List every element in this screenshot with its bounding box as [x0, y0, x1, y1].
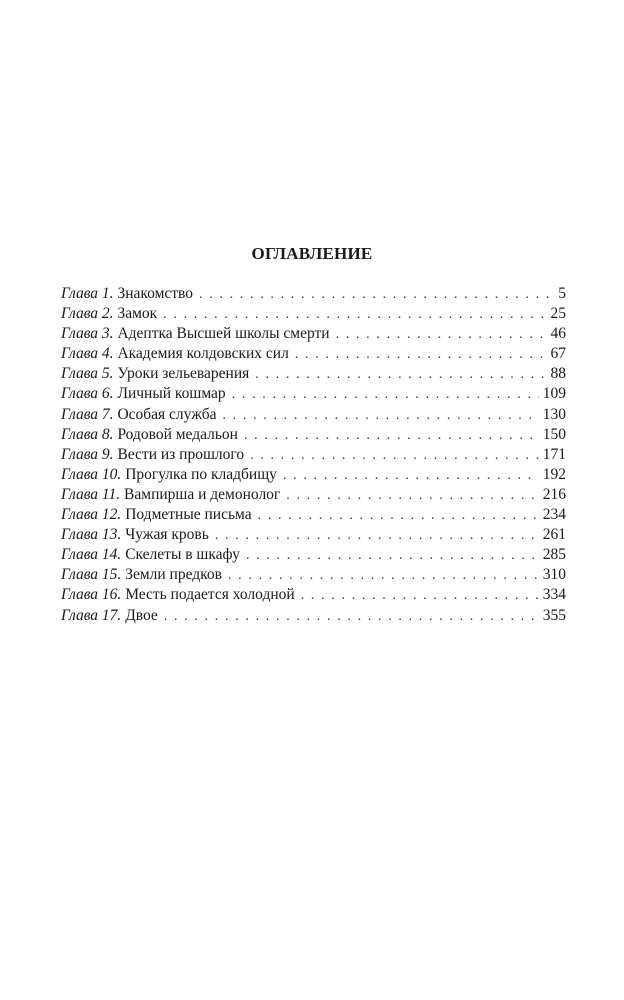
toc-entry-label [61, 384, 226, 404]
toc-entry-label [61, 445, 244, 465]
toc-entry [61, 565, 566, 585]
toc-page-number: 285 [542, 546, 566, 564]
toc-chapter-number: Глава 13. [61, 526, 122, 544]
toc-chapter-number: Глава 14. [61, 546, 122, 564]
toc-entry [61, 505, 566, 525]
toc-chapter-number: Глава 9. [61, 445, 114, 463]
toc-chapter-title: Замок [117, 305, 158, 323]
toc-page-number: 5 [558, 285, 566, 302]
toc-page-number: 192 [542, 465, 566, 483]
toc-leader-dots [295, 345, 547, 365]
toc-entry [61, 384, 566, 404]
toc-chapter-title: Прогулка по кладбищу [125, 465, 277, 483]
toc-chapter-title: Знакомство [117, 285, 193, 302]
toc-chapter-number: Глава 1. [61, 285, 114, 302]
toc-entry [61, 465, 566, 485]
toc-entry [61, 525, 566, 545]
toc-entry [61, 304, 566, 324]
toc-leader-dots [244, 426, 539, 446]
toc-chapter-number: Глава 15. [61, 566, 122, 584]
toc-leader-dots [283, 466, 539, 486]
toc-leader-dots [228, 566, 539, 586]
toc-page-number: 171 [542, 445, 566, 463]
toc-leader-dots [255, 365, 546, 385]
toc-leader-dots [258, 506, 539, 526]
toc-entry-label [61, 545, 240, 565]
toc-leader-dots [286, 486, 538, 506]
toc-entry [61, 585, 566, 605]
toc-page-number: 150 [542, 425, 566, 443]
toc-leader-dots [336, 325, 547, 345]
toc-entry-label [61, 606, 158, 626]
toc-entry-label [61, 425, 238, 445]
toc-entry [61, 425, 566, 445]
toc-chapter-title: Скелеты в шкафу [125, 546, 240, 564]
toc-page-number: 334 [542, 586, 566, 604]
toc-page-number: 355 [542, 606, 566, 624]
toc-page-number: 67 [550, 345, 566, 363]
toc-entry-label [61, 364, 249, 384]
toc-chapter-number: Глава 5. [61, 365, 114, 383]
toc-chapter-number: Глава 3. [61, 325, 114, 343]
toc-leader-dots [250, 446, 539, 466]
page-title: ОГЛАВЛЕНИЕ [251, 244, 373, 263]
toc-entry [61, 284, 566, 304]
toc-leader-dots [301, 586, 539, 606]
toc-leader-dots [246, 546, 539, 566]
toc-entry [61, 545, 566, 565]
toc-chapter-number: Глава 12. [61, 506, 122, 524]
toc-entry [61, 324, 566, 344]
toc-leader-dots [222, 406, 538, 426]
toc-page-number: 310 [542, 566, 566, 584]
toc-chapter-number: Глава 11. [61, 485, 121, 503]
toc-leader-dots [232, 385, 539, 405]
toc-chapter-title: Особая служба [117, 405, 217, 423]
toc-entry [61, 405, 566, 425]
toc-leader-dots [163, 305, 546, 325]
toc-entry-label [61, 465, 277, 485]
toc-chapter-number: Глава 6. [61, 385, 114, 403]
toc-page-number: 46 [550, 325, 566, 343]
toc-chapter-title: Уроки зельеварения [117, 365, 250, 383]
toc-entry-label [61, 304, 157, 324]
toc-chapter-number: Глава 10. [61, 465, 122, 483]
toc-chapter-title: Личный кошмар [117, 385, 226, 403]
toc-entry-label [61, 284, 193, 304]
toc-entry [61, 485, 566, 505]
toc-chapter-number: Глава 7. [61, 405, 114, 423]
toc-page-number: 130 [542, 405, 566, 423]
toc-chapter-number: Глава 16. [61, 586, 122, 604]
toc-chapter-title: Академия колдовских сил [117, 345, 289, 363]
toc-page-number: 88 [550, 365, 566, 383]
toc-page-number: 261 [542, 526, 566, 544]
toc-entry-label [61, 324, 330, 344]
toc-entry-label [61, 585, 295, 605]
toc-chapter-title: Подметные письма [125, 506, 252, 524]
toc-chapter-title: Двое [125, 606, 158, 624]
toc-page-number: 109 [542, 385, 566, 403]
toc-entry-label [61, 344, 289, 364]
toc-chapter-number: Глава 2. [61, 305, 114, 323]
table-of-contents [61, 284, 566, 626]
toc-entry [61, 606, 566, 626]
toc-chapter-title: Месть подается холодной [125, 586, 295, 604]
toc-page-number: 216 [542, 485, 566, 503]
toc-entry [61, 445, 566, 465]
toc-chapter-number: Глава 17. [61, 606, 122, 624]
toc-chapter-number: Глава 4. [61, 345, 114, 363]
toc-leader-dots [199, 285, 554, 305]
toc-entry-label [61, 505, 252, 525]
toc-entry-label [61, 405, 216, 425]
toc-entry-label [61, 525, 209, 545]
toc-entry-label [61, 565, 222, 585]
toc-leader-dots [164, 607, 539, 627]
toc-entry-label [61, 485, 280, 505]
toc-leader-dots [215, 526, 539, 546]
toc-chapter-title: Земли предков [125, 566, 222, 584]
toc-chapter-title: Чужая кровь [125, 526, 209, 544]
toc-page-number: 234 [542, 506, 566, 524]
toc-chapter-number: Глава 8. [61, 425, 114, 443]
toc-chapter-title: Адептка Высшей школы смерти [117, 325, 330, 343]
toc-chapter-title: Вести из прошлого [117, 445, 245, 463]
toc-chapter-title: Родовой медальон [117, 425, 238, 443]
toc-entry [61, 364, 566, 384]
toc-chapter-title: Вампирша и демонолог [124, 485, 281, 503]
toc-entry [61, 344, 566, 364]
toc-page-number: 25 [550, 305, 566, 323]
